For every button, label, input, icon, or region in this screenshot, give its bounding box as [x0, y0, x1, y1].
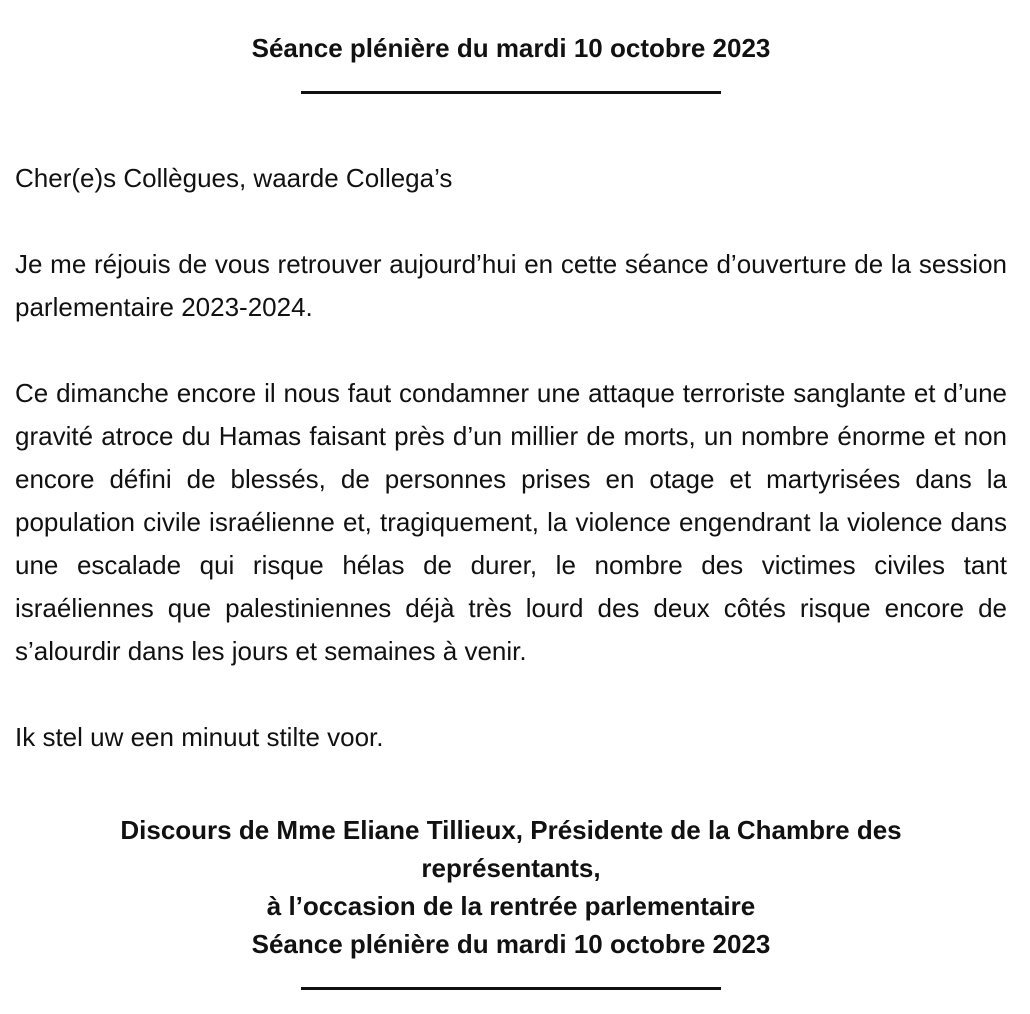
- bottom-divider: [15, 963, 1007, 1001]
- paragraph-condemnation: Ce dimanche encore il nous faut condamner une attaque terroriste sanglante et d’une gravité atroce du Hamas faisant près d’un millier de morts, un nombre énorme et non encore défini de blessés, de personnes prises en otage et martyrisées dans la population civile israélienne et, tragiquement, la violence engendrant la violence dans une escalade qui risque hélas de durer, le nombre des victimes civiles tant israéliennes que palestiniennes déjà très lourd des deux côtés risque encore de s’alourdir dans les jours et semaines à venir.: [15, 378, 1007, 666]
- top-spacer: [15, 0, 1007, 29]
- speech-attribution-line-1: Discours de Mme Eliane Tillieux, Présidente de la Chambre des: [120, 815, 902, 845]
- speech-occasion: à l’occasion de la rentrée parlementaire: [266, 891, 756, 921]
- spacer: [15, 200, 1007, 243]
- spacer: [15, 105, 1007, 157]
- top-session-title: Séance plénière du mardi 10 octobre 2023: [251, 33, 771, 63]
- salutation: Cher(e)s Collègues, waarde Collega’s: [15, 163, 453, 193]
- top-divider-line: [301, 91, 721, 94]
- spacer: [15, 759, 1007, 811]
- bottom-session-title: Séance plénière du mardi 10 octobre 2023: [251, 929, 771, 959]
- spacer: [15, 673, 1007, 716]
- top-divider: [15, 67, 1007, 105]
- document-page: [15, 0, 1007, 1001]
- bottom-divider-line: [301, 987, 721, 990]
- paragraph-minute-silence: Ik stel uw een minuut stilte voor.: [15, 722, 384, 752]
- paragraph-opening: Je me réjouis de vous retrouver aujourd’hui en cette séance d’ouverture de la session parlementaire 2023-2024.: [15, 249, 1007, 322]
- speech-attribution-line-2: représentants,: [421, 853, 601, 883]
- spacer: [15, 329, 1007, 372]
